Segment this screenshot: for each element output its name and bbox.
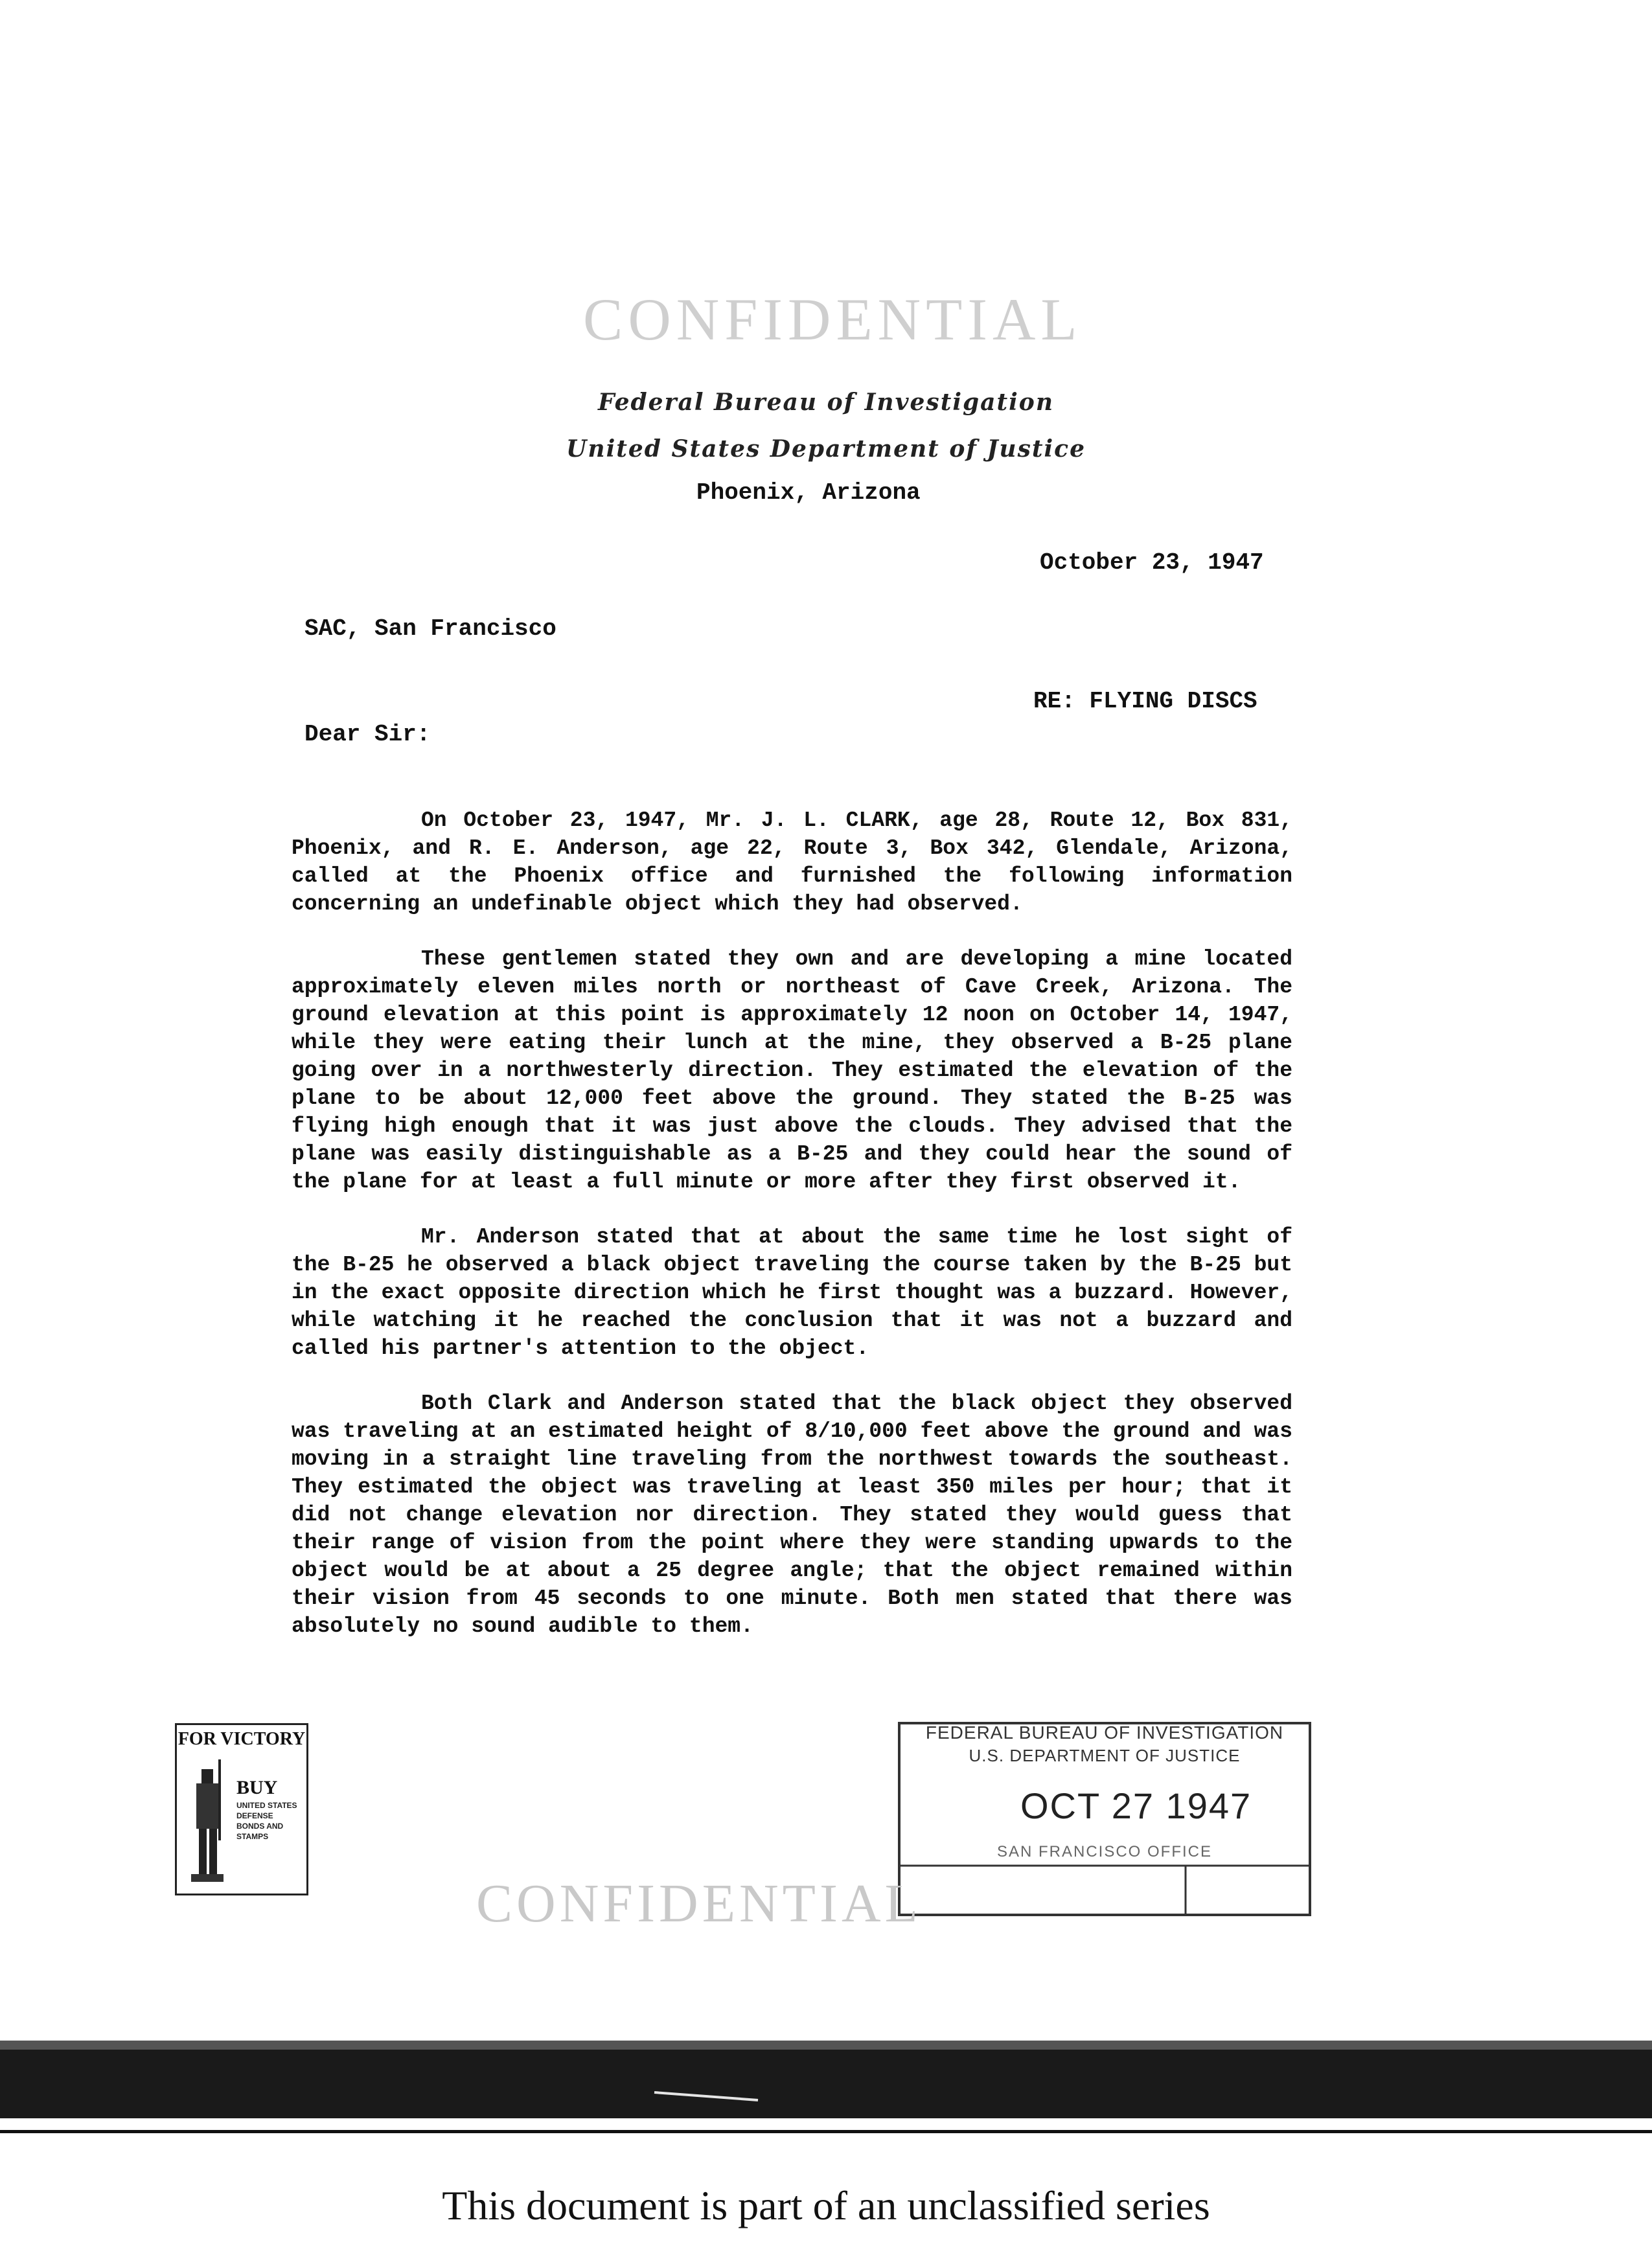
paragraph: Both Clark and Anderson stated that the black object they observed was traveling at an estimated height of 8/10,000 feet above the ground and was moving in a straight line traveling from the northwest towards the southeast. They estimated the object was traveling at least 350 miles per hour; that it did not change elevation nor direction. They stated they would guess that their range of vision from the point where they were standing upwards to the object would be at about a 25 degree angle; that the object remained within their vision from 45 seconds to one minute. Both men stated that there was absolutely no sound audible to them. (292, 1391, 1292, 1638)
confidential-stamp-bottom: CONFIDENTIAL (476, 1873, 922, 1934)
addressee: SAC, San Francisco (304, 615, 556, 642)
stamp-date: OCT 27 1947 (1020, 1785, 1252, 1826)
paragraph: These gentlemen stated they own and are developing a mine located approximately eleven miles north or northeast of Cave Creek, Arizona. The ground elevation at this point is approximately 12 noon on October 14, 1947, while they were eating their lunch at the mine, they observed a B-25 plane going over in a northwesterly direction. They estimated the elevation of the plane to be about 12,000 feet above the ground. They stated the B-25 was flying high enough that it was just above the clouds. They advised that the plane was easily distinguishable as a B-25 and they could hear the sound of the plane for at least a full minute or more after they first observed it. (292, 947, 1292, 1194)
stamp-office: SAN FRANCISCO OFFICE (996, 1843, 1213, 1860)
poster-buy: BUY (236, 1777, 278, 1798)
stamp-department: U.S. DEPARTMENT OF JUSTICE (969, 1746, 1241, 1765)
subject-line: RE: FLYING DISCS (1033, 688, 1257, 715)
footer-note: This document is part of an unclassified series (442, 2182, 1210, 2228)
confidential-stamp-top: CONFIDENTIAL (583, 286, 1083, 352)
poster-subtitle: UNITED STATES DEFENSE BONDS AND STAMPS (236, 1801, 297, 1841)
letterhead-department: United States Department of Justice (566, 435, 1086, 463)
paragraph: On October 23, 1947, Mr. J. L. CLARK, age 28, Route 12, Box 831, Phoenix, and R. E. Anderson, age 22, Route 3, Box 342, Glendale, Arizona, called at the Phoenix office and furnished the following information concerning an undefinable object which they had observed. (292, 808, 1292, 916)
letterhead-bureau: Federal Bureau of Investigation (597, 389, 1054, 416)
letterhead-city: Phoenix, Arizona (696, 479, 921, 506)
salutation: Dear Sir: (304, 721, 431, 748)
stamp-agency: FEDERAL BUREAU OF INVESTIGATION (925, 1722, 1284, 1743)
letter-date: October 23, 1947 (1040, 549, 1264, 576)
paragraph: Mr. Anderson stated that at about the same time he lost sight of the B-25 he observed a black object traveling the course taken by the B-25 but in the exact opposite direction which he first thought was a buzzard. However, while watching it he reached the conclusion that it was not a buzzard and called his partner's attention to the object. (292, 1225, 1292, 1360)
poster-title: FOR VICTORY (178, 1729, 306, 1749)
